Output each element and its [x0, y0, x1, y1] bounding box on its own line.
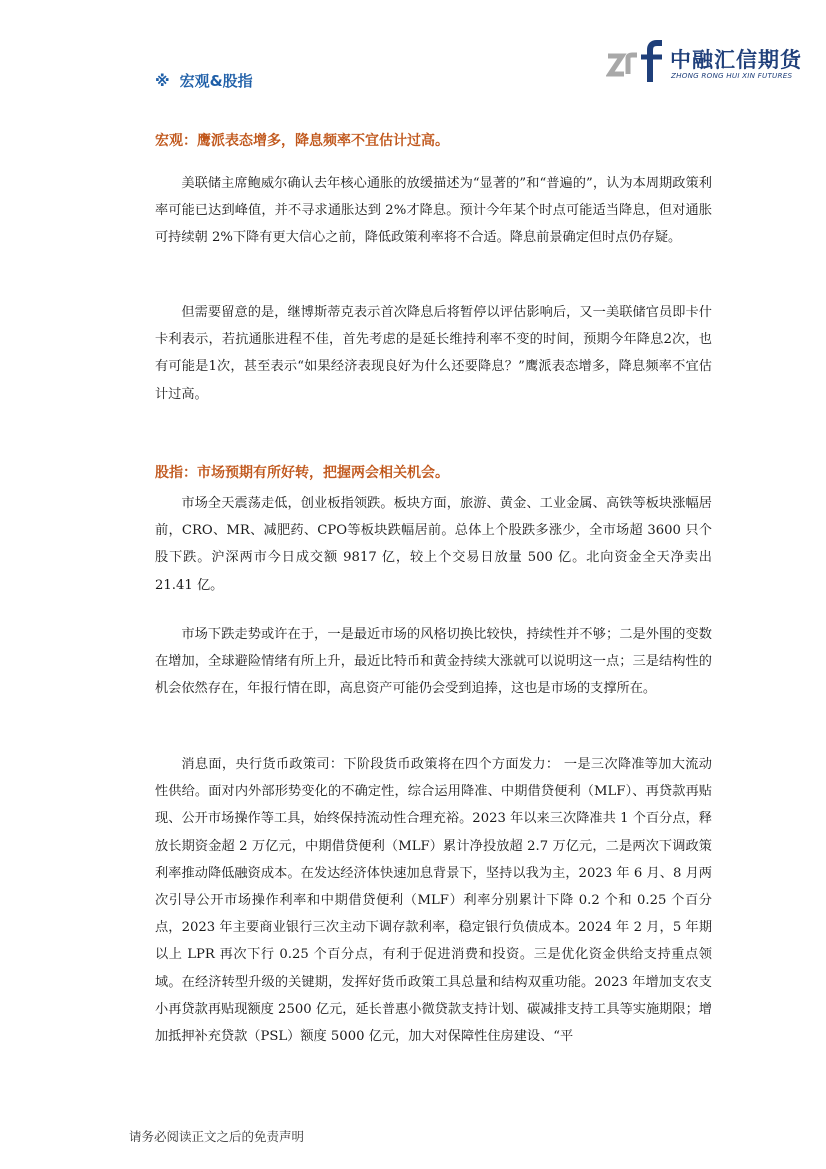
section-title-text: 宏观&股指: [179, 72, 253, 90]
section-title: [155, 70, 253, 91]
macro-paragraph-2: 但需要留意的是，继博斯蒂克表示首次降息后将暂停以评估影响后，又一美联储官员即卡什卡利表示，若抗通胀进程不佳，首先考虑的是延长维持利率不变的时间，预期今年降息2次，也有可能是1次，甚至表示“如果经济表现良好为什么还要降息？”鹰派表态增多，降息频率不宜估计过高。: [155, 305, 712, 402]
logo-chinese-name: 中融汇信期货: [670, 48, 802, 72]
disclaimer-footer: 请务必阅读正文之后的免责声明: [129, 1129, 305, 1144]
equity-heading: 股指：市场预期有所好转，把握两会相关机会。: [155, 465, 449, 481]
macro-paragraph-1: 美联储主席鲍威尔确认去年核心通胀的放缓描述为“显著的”和“普遍的”，认为本周期政策利率可能已达到峰值，并不寻求通胀达到 2%才降息。预计今年某个时点可能适当降息，但对通胀可持续朝 2%下降有更大信心之前，降低政策利率将不合适。降息前景确定但时点仍存疑。: [155, 176, 712, 246]
reference-mark-icon: ※: [155, 72, 170, 90]
equity-paragraph-2: 市场下跌走势或许在于，一是最近市场的风格切换比较快，持续性并不够；二是外围的变数在增加，全球避险情绪有所上升，最近比特币和黄金持续大涨就可以说明这一点；三是结构性的机会依然存在，年报行情在即，高息资产可能仍会受到追捧，这也是市场的支撑所在。: [155, 627, 712, 697]
macro-heading: 宏观：鹰派表态增多，降息频率不宜估计过高。: [155, 133, 449, 149]
company-logo: [606, 40, 806, 86]
equity-paragraph-3: 消息面，央行货币政策司：下阶段货币政策将在四个方面发力： 一是三次降准等加大流动性供给。面对内外部形势变化的不确定性，综合运用降准、中期借贷便利（MLF）、再贷款再贴现、公开市场操作等工具，始终保持流动性合理充裕。2023 年以来三次降准共 1 个百分点，释放长期资金超 2 万亿元，中期借贷便利（MLF）累计净投放超 2.7 万亿元，二是两次下调政策利率推动降低融资成本。在发达经济体快速加息背景下，坚持以我为主，2023 年 6 月、8 月两次引导公开市场操作利率和中期借贷便利（MLF）利率分别累计下降 0.2 个和 0.25 个百分点，2023 年主要商业银行三次主动下调存款利率，稳定银行负债成本。2024 年 2 月，5 年期以上 LPR 再次下行 0.25 个百分点，有利于促进消费和投资。三是优化资金供给支持重点领域。在经济转型升级的关键期，发挥好货币政策工具总量和结构双重功能。2023 年增加支农支小再贷款再贴现额度 2500 亿元，延长普惠小微贷款支持计划、碳减排支持工具等实施期限；增加抵押补充贷款（PSL）额度 5000 亿元，加大对保障性住房建设、“平: [155, 757, 712, 1045]
equity-paragraph-1: 市场全天震荡走低，创业板指领跌。板块方面，旅游、黄金、工业金属、高铁等板块涨幅居前，CRO、MR、减肥药、CPO等板块跌幅居前。总体上个股跌多涨少，全市场超 3600 只个股下跌。沪深两市今日成交额 9817 亿，较上个交易日放量 500 亿。北向资金全天净卖出21.41 亿。: [155, 496, 712, 593]
logo-english-name: ZHONG RONG HUI XIN FUTURES: [671, 71, 793, 80]
logo-mark-icon: [606, 40, 664, 84]
